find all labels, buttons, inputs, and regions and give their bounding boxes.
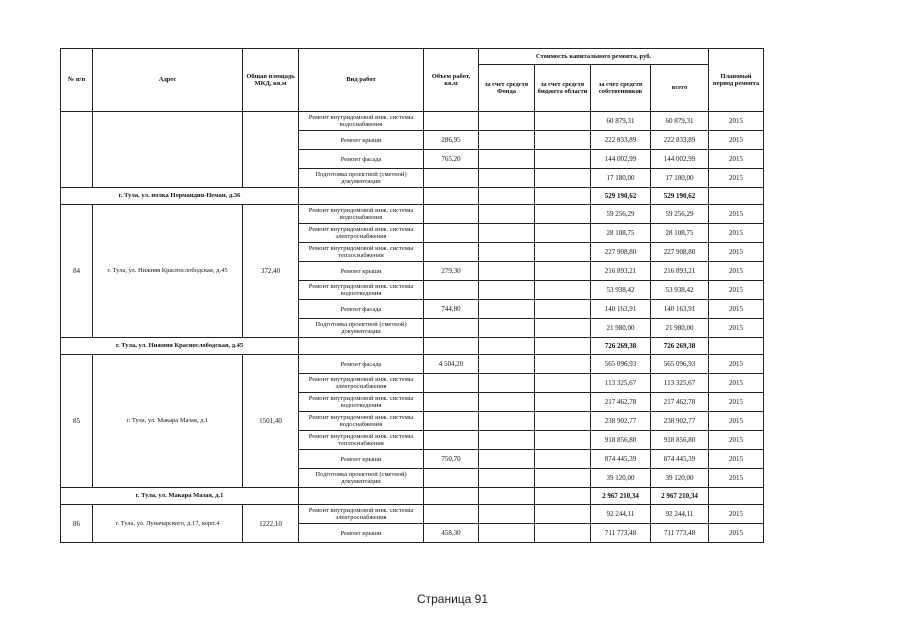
- volume-cell: [424, 188, 479, 205]
- fund-cell: [479, 431, 535, 450]
- total-cost-cell: 21 980,00: [651, 319, 709, 338]
- summary-row: [61, 188, 764, 205]
- year-cell: 2015: [709, 469, 764, 488]
- volume-cell: 4 504,20: [424, 355, 479, 374]
- budget-cell: [535, 393, 591, 412]
- owners-cost-cell: 222 833,89: [591, 131, 651, 150]
- work-type-cell: [299, 488, 424, 505]
- fund-cell: [479, 488, 535, 505]
- year-cell: 2015: [709, 262, 764, 281]
- work-type-cell: Ремонт крыши: [299, 262, 424, 281]
- year-cell: 2015: [709, 374, 764, 393]
- total-cost-cell: 17 180,00: [651, 169, 709, 188]
- fund-cell: [479, 131, 535, 150]
- summary-address: г. Тула, ул. полка Нормандия-Неман, д.36: [61, 188, 299, 205]
- summary-total-cost: 726 269,38: [651, 338, 709, 355]
- total-cost-cell: 227 908,80: [651, 243, 709, 262]
- header-budget: за счет средств бюджета области: [535, 65, 591, 112]
- year-cell: 2015: [709, 300, 764, 319]
- budget-cell: [535, 224, 591, 243]
- total-cost-cell: 874 445,39: [651, 450, 709, 469]
- year-cell: 2015: [709, 243, 764, 262]
- total-cost-cell: 28 108,75: [651, 224, 709, 243]
- fund-cell: [479, 355, 535, 374]
- header-num: № п/п: [61, 49, 93, 112]
- budget-cell: [535, 262, 591, 281]
- table-header: [61, 49, 764, 112]
- header-year: Плановый период ремонта: [709, 49, 764, 112]
- work-type-cell: Ремонт внутридомовой инж. системы теплоснабжения: [299, 243, 424, 262]
- volume-cell: [424, 393, 479, 412]
- work-type-cell: Подготовка проектной (сметной) документации: [299, 469, 424, 488]
- year-cell: 2015: [709, 505, 764, 524]
- total-cost-cell: 238 902,77: [651, 412, 709, 431]
- fund-cell: [479, 393, 535, 412]
- total-cost-cell: 216 893,21: [651, 262, 709, 281]
- fund-cell: [479, 412, 535, 431]
- fund-cell: [479, 169, 535, 188]
- year-cell: 2015: [709, 169, 764, 188]
- budget-cell: [535, 188, 591, 205]
- volume-cell: [424, 281, 479, 300]
- total-cost-cell: 60 879,31: [651, 112, 709, 131]
- summary-address: г. Тула, ул. Макара Мазая, д.1: [61, 488, 299, 505]
- header-volume: Объем работ, кв.м: [424, 49, 479, 112]
- row-number: 85: [61, 355, 93, 488]
- year-cell: 2015: [709, 412, 764, 431]
- row-area: 1501,40: [243, 355, 299, 488]
- volume-cell: [424, 505, 479, 524]
- work-type-cell: Ремонт внутридомовой инж. системы водоснабжения: [299, 412, 424, 431]
- volume-cell: [424, 412, 479, 431]
- work-type-cell: Ремонт крыши: [299, 450, 424, 469]
- budget-cell: [535, 112, 591, 131]
- header-owners: за счет средств собственников: [591, 65, 651, 112]
- budget-cell: [535, 205, 591, 224]
- fund-cell: [479, 150, 535, 169]
- header-fund: за счет средств Фонда: [479, 65, 535, 112]
- owners-cost-cell: 874 445,39: [591, 450, 651, 469]
- work-type-cell: Подготовка проектной (сметной) документации: [299, 319, 424, 338]
- fund-cell: [479, 374, 535, 393]
- row-address: г. Тула, ул. Макара Мазая, д.1: [93, 355, 243, 488]
- budget-cell: [535, 338, 591, 355]
- table-body: [61, 112, 764, 543]
- work-type-cell: [299, 338, 424, 355]
- volume-cell: [424, 112, 479, 131]
- total-cost-cell: 217 462,78: [651, 393, 709, 412]
- budget-cell: [535, 243, 591, 262]
- row-address: г. Тула, ул. Луначарского, д.17, корп.4: [93, 505, 243, 543]
- budget-cell: [535, 355, 591, 374]
- work-type-cell: Ремонт внутридомовой инж. системы водоотведения: [299, 281, 424, 300]
- work-type-cell: Ремонт крыши: [299, 524, 424, 543]
- year-cell: 2015: [709, 150, 764, 169]
- summary-address: г. Тула, ул. Нижняя Краснослободская, д.45: [61, 338, 299, 355]
- row-address: [93, 112, 243, 188]
- fund-cell: [479, 205, 535, 224]
- volume-cell: [424, 374, 479, 393]
- year-cell: [709, 188, 764, 205]
- year-cell: [709, 488, 764, 505]
- fund-cell: [479, 112, 535, 131]
- year-cell: [709, 338, 764, 355]
- work-type-cell: Ремонт внутридомовой инж. системы электроснабжения: [299, 374, 424, 393]
- fund-cell: [479, 338, 535, 355]
- table-row: [61, 505, 764, 524]
- volume-cell: 458,30: [424, 524, 479, 543]
- budget-cell: [535, 131, 591, 150]
- owners-cost-cell: 711 773,48: [591, 524, 651, 543]
- row-area: 372,40: [243, 205, 299, 338]
- work-type-cell: Ремонт внутридомовой инж. системы водоотведения: [299, 393, 424, 412]
- budget-cell: [535, 319, 591, 338]
- total-cost-cell: 53 938,42: [651, 281, 709, 300]
- year-cell: 2015: [709, 319, 764, 338]
- owners-cost-cell: 92 244,11: [591, 505, 651, 524]
- capital-repair-table: [60, 48, 764, 543]
- summary-owners-cost: 726 269,38: [591, 338, 651, 355]
- row-area: [243, 112, 299, 188]
- fund-cell: [479, 224, 535, 243]
- total-cost-cell: 39 120,00: [651, 469, 709, 488]
- total-cost-cell: 92 244,11: [651, 505, 709, 524]
- work-type-cell: Ремонт крыши: [299, 131, 424, 150]
- header-cost-group: Стоимость капитального ремонта, руб.: [479, 49, 709, 65]
- header-address: Адрес: [93, 49, 243, 112]
- volume-cell: [424, 338, 479, 355]
- total-cost-cell: 140 163,91: [651, 300, 709, 319]
- header-area: Общая площадь МКД, кв.м: [243, 49, 299, 112]
- budget-cell: [535, 374, 591, 393]
- fund-cell: [479, 300, 535, 319]
- header-work-type: Вид работ: [299, 49, 424, 112]
- owners-cost-cell: 217 462,78: [591, 393, 651, 412]
- work-type-cell: Ремонт внутридомовой инж. системы водоснабжения: [299, 112, 424, 131]
- row-number: 86: [61, 505, 93, 543]
- volume-cell: 279,30: [424, 262, 479, 281]
- owners-cost-cell: 53 938,42: [591, 281, 651, 300]
- work-type-cell: [299, 188, 424, 205]
- fund-cell: [479, 469, 535, 488]
- work-type-cell: Ремонт внутридомовой инж. системы электроснабжения: [299, 224, 424, 243]
- owners-cost-cell: 21 980,00: [591, 319, 651, 338]
- volume-cell: 750,70: [424, 450, 479, 469]
- table-row: [61, 205, 764, 224]
- fund-cell: [479, 505, 535, 524]
- row-address: г. Тула, ул. Нижняя Краснослободская, д.45: [93, 205, 243, 338]
- table-row: [61, 112, 764, 131]
- budget-cell: [535, 450, 591, 469]
- total-cost-cell: 918 856,80: [651, 431, 709, 450]
- budget-cell: [535, 169, 591, 188]
- work-type-cell: Ремонт внутридомовой инж. системы водоснабжения: [299, 205, 424, 224]
- owners-cost-cell: 59 256,29: [591, 205, 651, 224]
- year-cell: 2015: [709, 355, 764, 374]
- volume-cell: [424, 431, 479, 450]
- total-cost-cell: 222 833,89: [651, 131, 709, 150]
- row-area: 1222,10: [243, 505, 299, 543]
- owners-cost-cell: 17 180,00: [591, 169, 651, 188]
- volume-cell: [424, 224, 479, 243]
- fund-cell: [479, 450, 535, 469]
- volume-cell: [424, 205, 479, 224]
- header-total: всего: [651, 65, 709, 112]
- year-cell: 2015: [709, 431, 764, 450]
- budget-cell: [535, 524, 591, 543]
- volume-cell: 744,80: [424, 300, 479, 319]
- page-number: Страница 91: [416, 592, 489, 606]
- year-cell: 2015: [709, 524, 764, 543]
- work-type-cell: Подготовка проектной (сметной) документации: [299, 169, 424, 188]
- work-type-cell: Ремонт фасада: [299, 300, 424, 319]
- volume-cell: [424, 469, 479, 488]
- owners-cost-cell: 140 163,91: [591, 300, 651, 319]
- year-cell: 2015: [709, 224, 764, 243]
- work-type-cell: Ремонт фасада: [299, 355, 424, 374]
- work-type-cell: Ремонт внутридомовой инж. системы теплоснабжения: [299, 431, 424, 450]
- fund-cell: [479, 524, 535, 543]
- summary-row: [61, 488, 764, 505]
- total-cost-cell: 113 325,67: [651, 374, 709, 393]
- volume-cell: [424, 243, 479, 262]
- budget-cell: [535, 150, 591, 169]
- fund-cell: [479, 281, 535, 300]
- volume-cell: [424, 169, 479, 188]
- owners-cost-cell: 39 120,00: [591, 469, 651, 488]
- work-type-cell: Ремонт фасада: [299, 150, 424, 169]
- budget-cell: [535, 281, 591, 300]
- budget-cell: [535, 300, 591, 319]
- year-cell: 2015: [709, 112, 764, 131]
- volume-cell: [424, 319, 479, 338]
- row-number: [61, 112, 93, 188]
- owners-cost-cell: 216 893,21: [591, 262, 651, 281]
- row-number: 84: [61, 205, 93, 338]
- fund-cell: [479, 243, 535, 262]
- budget-cell: [535, 505, 591, 524]
- volume-cell: [424, 488, 479, 505]
- owners-cost-cell: 238 902,77: [591, 412, 651, 431]
- budget-cell: [535, 412, 591, 431]
- budget-cell: [535, 431, 591, 450]
- year-cell: 2015: [709, 131, 764, 150]
- summary-row: [61, 338, 764, 355]
- owners-cost-cell: 113 325,67: [591, 374, 651, 393]
- work-type-cell: Ремонт внутридомовой инж. системы электроснабжения: [299, 505, 424, 524]
- total-cost-cell: 59 256,29: [651, 205, 709, 224]
- fund-cell: [479, 262, 535, 281]
- summary-total-cost: 2 967 210,34: [651, 488, 709, 505]
- owners-cost-cell: 565 096,93: [591, 355, 651, 374]
- total-cost-cell: 711 773,48: [651, 524, 709, 543]
- owners-cost-cell: 60 879,31: [591, 112, 651, 131]
- owners-cost-cell: 28 108,75: [591, 224, 651, 243]
- budget-cell: [535, 488, 591, 505]
- volume-cell: 286,95: [424, 131, 479, 150]
- total-cost-cell: 565 096,93: [651, 355, 709, 374]
- year-cell: 2015: [709, 281, 764, 300]
- owners-cost-cell: 144 002,99: [591, 150, 651, 169]
- summary-total-cost: 529 190,62: [651, 188, 709, 205]
- volume-cell: 765,20: [424, 150, 479, 169]
- summary-owners-cost: 2 967 210,34: [591, 488, 651, 505]
- year-cell: 2015: [709, 450, 764, 469]
- owners-cost-cell: 227 908,80: [591, 243, 651, 262]
- summary-owners-cost: 529 190,62: [591, 188, 651, 205]
- fund-cell: [479, 188, 535, 205]
- table-row: [61, 355, 764, 374]
- year-cell: 2015: [709, 205, 764, 224]
- year-cell: 2015: [709, 393, 764, 412]
- fund-cell: [479, 319, 535, 338]
- total-cost-cell: 144 002,99: [651, 150, 709, 169]
- owners-cost-cell: 918 856,80: [591, 431, 651, 450]
- budget-cell: [535, 469, 591, 488]
